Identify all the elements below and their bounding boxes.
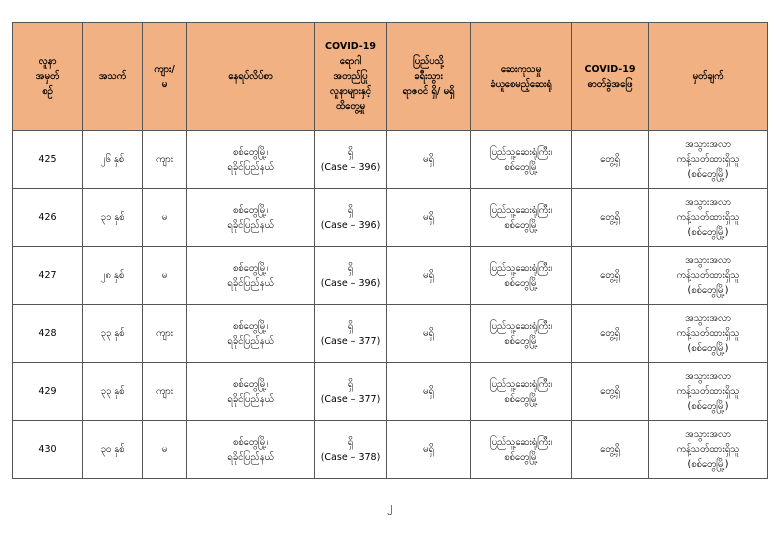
header-address: နေရပ်လိပ်စာ [187, 23, 315, 131]
cell-address: စစ်တွေမြို့၊ ရခိုင်ပြည်နယ် [187, 363, 315, 421]
cell-age: ၃၁ နှစ် [83, 189, 143, 247]
cell-travel-history: မရှိ [387, 247, 471, 305]
cell-travel-history: မရှိ [387, 305, 471, 363]
cell-address: စစ်တွေမြို့၊ ရခိုင်ပြည်နယ် [187, 189, 315, 247]
cell-remark: အသွားအလာ ကန့်သတ်ထားရှိသူ (စစ်တွေမြို့) [649, 363, 768, 421]
cell-address: စစ်တွေမြို့၊ ရခိုင်ပြည်နယ် [187, 305, 315, 363]
cell-contact: ရှိ (Case – 396) [315, 131, 387, 189]
cell-sex: ကျား [143, 305, 187, 363]
table-row [13, 131, 768, 189]
header-hospital: ဆေးကုသမှု ခံယူစေမည့်ဆေးရုံ [471, 23, 572, 131]
header-sex: ကျား/ မ [143, 23, 187, 131]
cell-age: ၂၈ နှစ် [83, 247, 143, 305]
cell-travel-history: မရှိ [387, 421, 471, 479]
header-lab-result: COVID-19 ဓာတ်ခွဲအဖြေ [572, 23, 649, 131]
cell-age: ၃၃ နှစ် [83, 363, 143, 421]
header-row [13, 23, 768, 131]
cell-sex: မ [143, 189, 187, 247]
covid-case-table [12, 22, 768, 479]
cell-remark: အသွားအလာ ကန့်သတ်ထားရှိသူ (စစ်တွေမြို့) [649, 189, 768, 247]
cell-contact: ရှိ (Case – 396) [315, 247, 387, 305]
cell-hospital: ပြည်သူ့ဆေးရုံကြီး၊ စစ်တွေမြို့ [471, 189, 572, 247]
cell-address: စစ်တွေမြို့၊ ရခိုင်ပြည်နယ် [187, 247, 315, 305]
cell-hospital: ပြည်သူ့ဆေးရုံကြီး၊ စစ်တွေမြို့ [471, 247, 572, 305]
cell-remark: အသွားအလာ ကန့်သတ်ထားရှိသူ (စစ်တွေမြို့) [649, 305, 768, 363]
cell-travel-history: မရှိ [387, 131, 471, 189]
cell-hospital: ပြည်သူ့ဆေးရုံကြီး၊ စစ်တွေမြို့ [471, 305, 572, 363]
table-row [13, 247, 768, 305]
cell-remark: အသွားအလာ ကန့်သတ်ထားရှိသူ (စစ်တွေမြို့) [649, 421, 768, 479]
header-travel-history: ပြည်ပသို့ ခရီးသွား ရာဇဝင် ရှိ/ မရှိ [387, 23, 471, 131]
cell-contact: ရှိ (Case – 377) [315, 363, 387, 421]
cell-hospital: ပြည်သူ့ဆေးရုံကြီး၊ စစ်တွေမြို့ [471, 363, 572, 421]
cell-address: စစ်တွေမြို့၊ ရခိုင်ပြည်နယ် [187, 131, 315, 189]
table-row [13, 363, 768, 421]
cell-contact: ရှိ (Case – 377) [315, 305, 387, 363]
cell-case-no: 426 [13, 189, 83, 247]
table-row [13, 189, 768, 247]
cell-lab-result: တွေ့ရှိ [572, 247, 649, 305]
cell-case-no: 430 [13, 421, 83, 479]
cell-remark: အသွားအလာ ကန့်သတ်ထားရှိသူ (စစ်တွေမြို့) [649, 247, 768, 305]
cell-lab-result: တွေ့ရှိ [572, 131, 649, 189]
cell-age: ၂၆ နှစ် [83, 131, 143, 189]
header-remark: မှတ်ချက် [649, 23, 768, 131]
table-row [13, 421, 768, 479]
cell-contact: ရှိ (Case – 396) [315, 189, 387, 247]
header-case-no: လူနာ အမှတ် စဉ် [13, 23, 83, 131]
cell-sex: ကျား [143, 131, 187, 189]
cell-lab-result: တွေ့ရှိ [572, 189, 649, 247]
header-contact: COVID-19 ရောဂါ အတည်ပြု လူနာများနှင့် ထိတွေ့မှု [315, 23, 387, 131]
cell-age: ၃၃ နှစ် [83, 305, 143, 363]
cell-hospital: ပြည်သူ့ဆေးရုံကြီး၊ စစ်တွေမြို့ [471, 421, 572, 479]
cell-sex: မ [143, 247, 187, 305]
cell-hospital: ပြည်သူ့ဆေးရုံကြီး၊ စစ်တွေမြို့ [471, 131, 572, 189]
page-number: ၂ [387, 500, 393, 513]
cell-lab-result: တွေ့ရှိ [572, 363, 649, 421]
cell-address: စစ်တွေမြို့၊ ရခိုင်ပြည်နယ် [187, 421, 315, 479]
cell-case-no: 425 [13, 131, 83, 189]
cell-case-no: 429 [13, 363, 83, 421]
cell-lab-result: တွေ့ရှိ [572, 421, 649, 479]
cell-age: ၃၀ နှစ် [83, 421, 143, 479]
cell-case-no: 428 [13, 305, 83, 363]
cell-remark: အသွားအလာ ကန့်သတ်ထားရှိသူ (စစ်တွေမြို့) [649, 131, 768, 189]
cell-lab-result: တွေ့ရှိ [572, 305, 649, 363]
cell-travel-history: မရှိ [387, 189, 471, 247]
cell-case-no: 427 [13, 247, 83, 305]
cell-sex: ကျား [143, 363, 187, 421]
cell-sex: မ [143, 421, 187, 479]
cell-contact: ရှိ (Case – 378) [315, 421, 387, 479]
table-row [13, 305, 768, 363]
cell-travel-history: မရှိ [387, 363, 471, 421]
header-age: အသက် [83, 23, 143, 131]
